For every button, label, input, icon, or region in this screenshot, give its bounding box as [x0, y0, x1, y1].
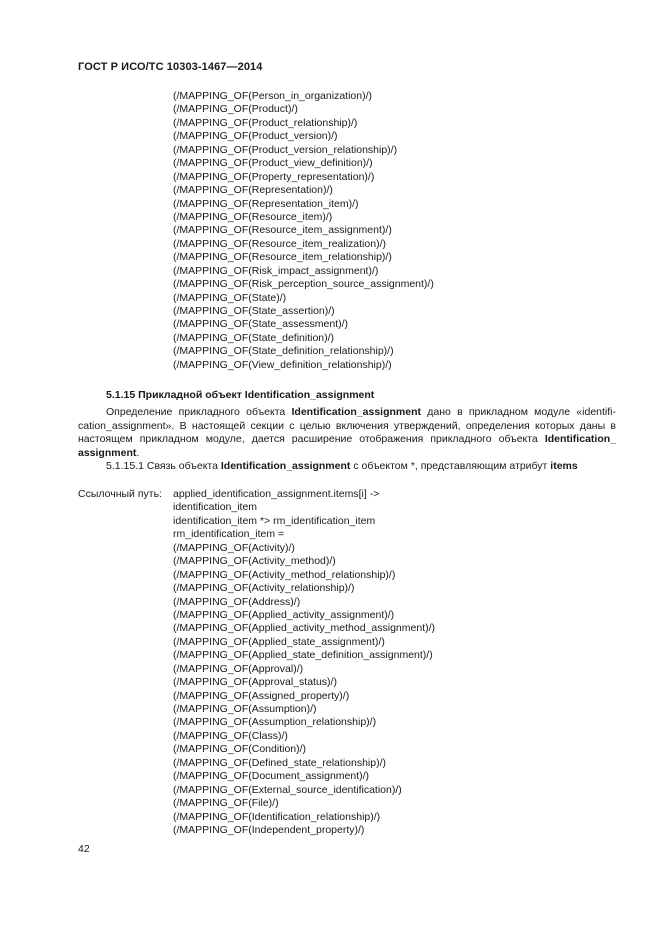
mapping-line: (/MAPPING_OF(State_definition)/) — [173, 331, 335, 344]
mapping-list — [173, 90, 434, 372]
mapping-line: (/MAPPING_OF(Applied_activity_method_assignment)/) — [173, 622, 436, 635]
mapping-line: (/MAPPING_OF(File)/) — [173, 797, 279, 810]
reference-path-list — [173, 488, 435, 837]
mapping-line: (/MAPPING_OF(Applied_state_definition_assignment)/) — [173, 649, 433, 662]
subsection-text: 5.1.15.1 Связь объекта — [106, 460, 221, 472]
mapping-line: (/MAPPING_OF(Activity_method_relationship)/) — [173, 568, 396, 581]
mapping-line: (/MAPPING_OF(Applied_activity_assignment)/) — [173, 608, 395, 621]
mapping-line: rm_identification_item = — [173, 528, 285, 541]
mapping-line: (/MAPPING_OF(Assigned_property)/) — [173, 689, 350, 702]
para-text: . — [136, 446, 140, 459]
para-text: дано в прикладном модуле «identifi-cation_assignment». В настоящей секции с целью включения утверждений, определения которых даны в настоящем прикладном модуле, дается расширение отображения прикладного объекта — [78, 406, 616, 446]
mapping-line: (/MAPPING_OF(State_assertion)/) — [173, 305, 335, 317]
mapping-line: (/MAPPING_OF(Product_version_relationship)/) — [173, 143, 398, 156]
document-header: ГОСТ Р ИСО/ТС 10303-1467—2014 — [78, 61, 263, 73]
mapping-line: applied_identification_assignment.items[i] -> — [173, 488, 380, 500]
mapping-line: (/MAPPING_OF(Activity_relationship)/) — [173, 582, 355, 595]
mapping-line: (/MAPPING_OF(Product_version)/) — [173, 130, 338, 143]
mapping-line: (/MAPPING_OF(Class)/) — [173, 729, 288, 742]
mapping-line: (/MAPPING_OF(Applied_state_assignment)/) — [173, 635, 385, 648]
mapping-line: (/MAPPING_OF(Resource_item_relationship)/) — [173, 251, 392, 264]
mapping-line: (/MAPPING_OF(Product_view_definition)/) — [173, 157, 373, 170]
mapping-line: (/MAPPING_OF(Approval)/) — [173, 662, 304, 675]
mapping-line: (/MAPPING_OF(Independent_property)/) — [173, 823, 365, 836]
mapping-line: (/MAPPING_OF(State_assessment)/) — [173, 318, 349, 331]
mapping-line: (/MAPPING_OF(Document_assignment)/) — [173, 770, 370, 783]
mapping-line: (/MAPPING_OF(State_definition_relationship)/) — [173, 345, 394, 358]
mapping-line: (/MAPPING_OF(Defined_state_relationship)/) — [173, 756, 386, 769]
mapping-line: (/MAPPING_OF(Representation)/) — [173, 184, 333, 197]
mapping-line: (/MAPPING_OF(Address)/) — [173, 595, 301, 608]
mapping-line: identification_item *> rm_identification_item — [173, 514, 376, 527]
mapping-line: (/MAPPING_OF(Product_relationship)/) — [173, 116, 358, 129]
mapping-line: (/MAPPING_OF(State)/) — [173, 291, 287, 304]
mapping-line: (/MAPPING_OF(Resource_item)/) — [173, 210, 333, 223]
mapping-line: (/MAPPING_OF(Activity_method)/) — [173, 555, 336, 568]
mapping-line: (/MAPPING_OF(Resource_item_assignment)/) — [173, 224, 392, 237]
subsection-heading — [106, 460, 578, 472]
section-paragraph — [78, 406, 616, 460]
subsection-bold-term: items — [550, 460, 578, 472]
mapping-line: (/MAPPING_OF(Product)/) — [173, 103, 298, 116]
para-bold-term: Identification_ assignment — [78, 433, 616, 459]
mapping-line: (/MAPPING_OF(Approval_status)/) — [173, 676, 337, 689]
page-number: 42 — [78, 843, 90, 855]
mapping-line: (/MAPPING_OF(View_definition_relationship)/) — [173, 358, 392, 371]
mapping-line: (/MAPPING_OF(Risk_impact_assignment)/) — [173, 264, 379, 277]
mapping-line: (/MAPPING_OF(Assumption_relationship)/) — [173, 716, 377, 729]
mapping-line: (/MAPPING_OF(Assumption)/) — [173, 703, 317, 715]
section-title: 5.1.15 Прикладной объект Identification_assignment — [106, 389, 375, 401]
mapping-line: (/MAPPING_OF(Representation_item)/) — [173, 197, 359, 210]
mapping-line: (/MAPPING_OF(Identification_relationship)/) — [173, 810, 381, 823]
mapping-line: (/MAPPING_OF(Resource_item_realization)/) — [173, 237, 386, 250]
subsection-text: с объектом *, представляющим атрибут — [350, 460, 551, 472]
subsection-bold-term: Identification_assignment — [220, 460, 351, 472]
reference-path-label: Ссылочный путь: — [78, 488, 162, 500]
mapping-line: (/MAPPING_OF(Person_in_organization)/) — [173, 90, 372, 102]
para-text: Определение прикладного объекта — [106, 406, 292, 418]
mapping-line: (/MAPPING_OF(Activity)/) — [173, 541, 295, 554]
mapping-line: (/MAPPING_OF(Condition)/) — [173, 743, 307, 756]
mapping-line: (/MAPPING_OF(External_source_identification)/) — [173, 783, 402, 796]
mapping-line: (/MAPPING_OF(Property_representation)/) — [173, 170, 375, 183]
mapping-line: identification_item — [173, 501, 258, 514]
para-bold-term: Identification_assignment — [291, 406, 422, 418]
mapping-line: (/MAPPING_OF(Risk_perception_source_assignment)/) — [173, 278, 434, 291]
